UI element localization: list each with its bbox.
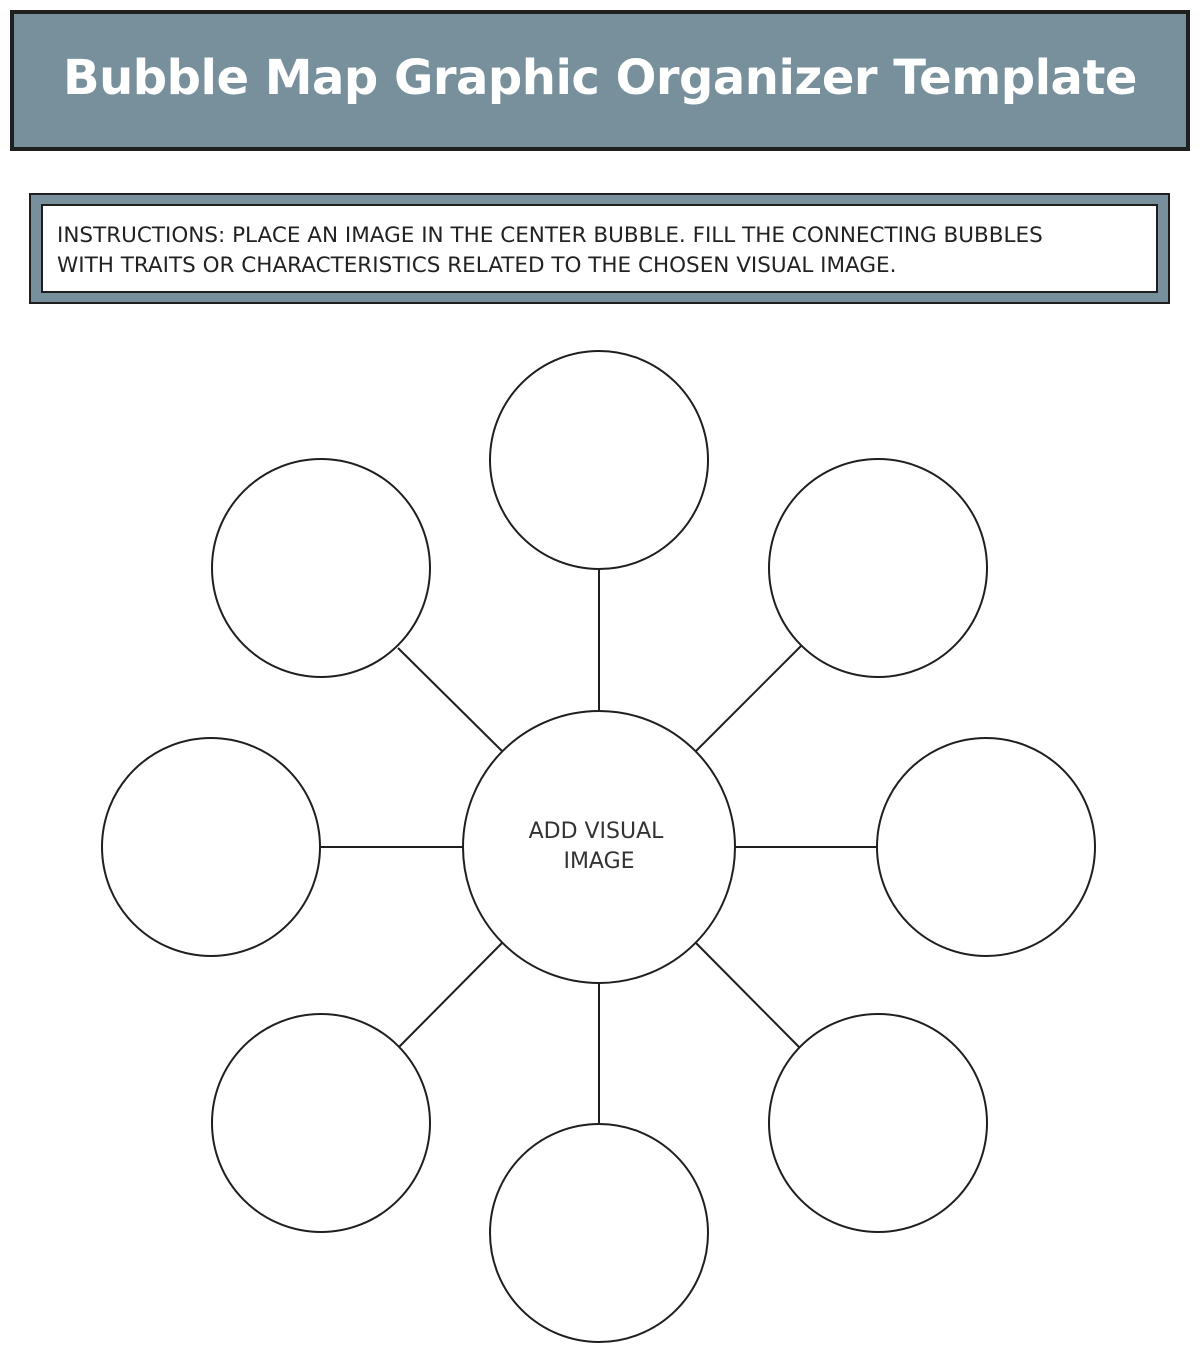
outer-bubble-top-left[interactable] [212,459,430,677]
center-bubble[interactable] [463,711,735,983]
connector-line-top-right [696,646,801,751]
connector-line-bottom-right [696,943,799,1047]
instructions-line-2: WITH TRAITS OR CHARACTERISTICS RELATED TO THE CHOSEN VISUAL IMAGE. [57,253,897,278]
outer-bubble-bottom-left[interactable] [212,1014,430,1232]
page-title: Bubble Map Graphic Organizer Template [63,49,1137,106]
outer-bubble-bottom-right[interactable] [769,1014,987,1232]
center-bubble-label-line-2: IMAGE [563,849,635,874]
outer-bubble-bottom[interactable] [490,1124,708,1342]
connector-line-top-left [398,648,502,751]
connector-line-bottom-left [399,943,502,1047]
center-bubble-label-line-1: ADD VISUAL [528,819,664,844]
outer-bubble-top[interactable] [490,351,708,569]
outer-bubble-right[interactable] [877,738,1095,956]
instructions-line-1: INSTRUCTIONS: PLACE AN IMAGE IN THE CENTER BUBBLE. FILL THE CONNECTING BUBBLES [57,223,1043,248]
outer-bubble-left[interactable] [102,738,320,956]
outer-bubble-top-right[interactable] [769,459,987,677]
